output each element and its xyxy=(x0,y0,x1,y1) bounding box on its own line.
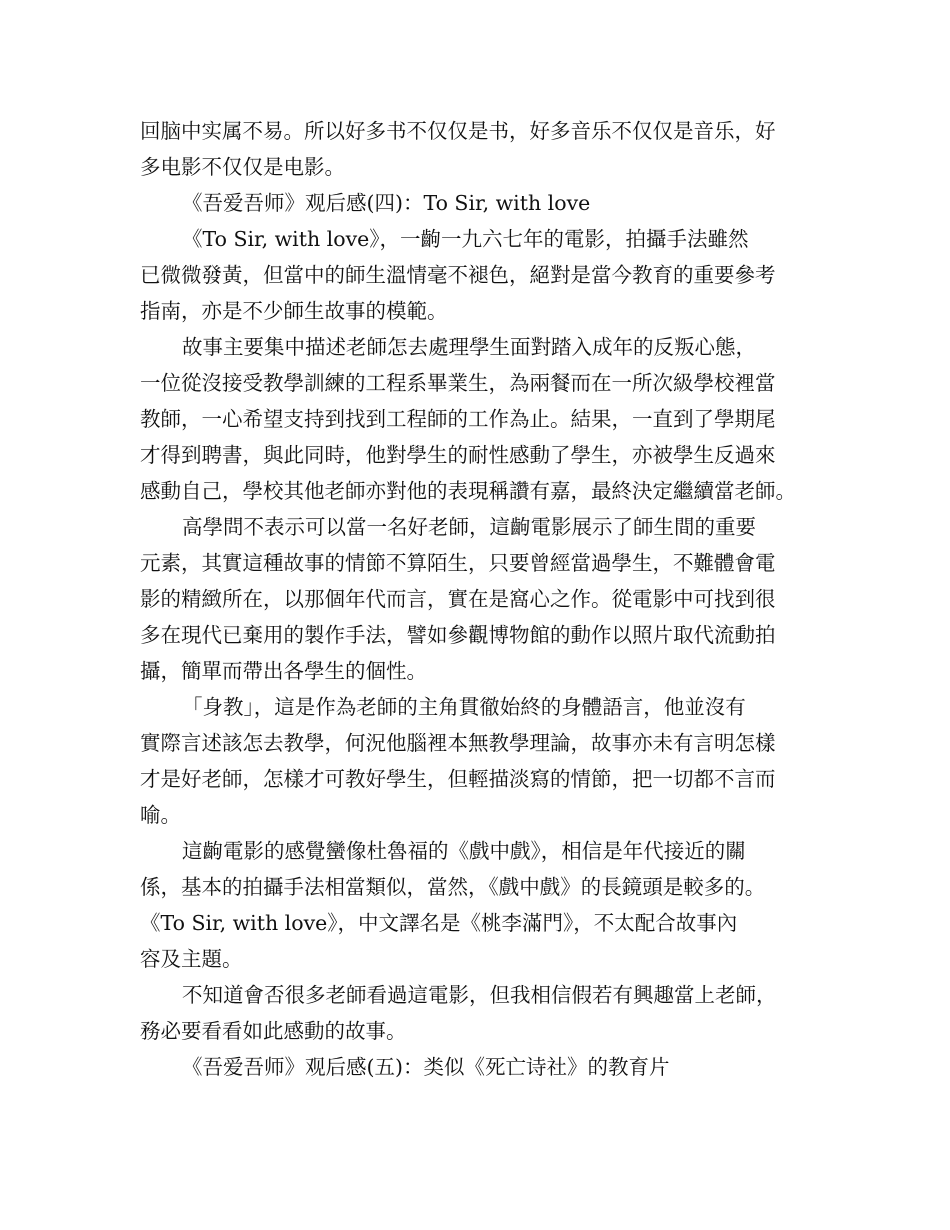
text-line: 影的精緻所在，以那個年代而言，實在是窩心之作。從電影中可找到很 xyxy=(140,587,776,611)
text-line: 指南，亦是不少師生故事的模範。 xyxy=(140,299,448,323)
text-line: 《To Sir, with love》，中文譯名是《桃李滿門》，不太配合故事內 xyxy=(140,911,738,935)
text-line: 才得到聘書，與此同時，他對學生的耐性感動了學生，亦被學生反過來 xyxy=(140,443,776,467)
text-line: 才是好老師，怎樣才可教好學生，但輕描淡寫的情節，把一切都不言而 xyxy=(140,767,776,791)
text-line: 這齣電影的感覺蠻像杜魯福的《戲中戲》，相信是年代接近的關 xyxy=(182,839,746,863)
text-line: 務必要看看如此感動的故事。 xyxy=(140,1019,407,1043)
text-line: 喻。 xyxy=(140,803,181,827)
section-heading: 《吾爱吾师》观后感(五)：类似《死亡诗社》的教育片 xyxy=(182,1055,670,1079)
text-line: 元素，其實這種故事的情節不算陌生，只要曾經當過學生，不難體會電 xyxy=(140,551,776,575)
text-line: 《To Sir, with love》，一齣一九六七年的電影，拍攝手法雖然 xyxy=(182,227,749,251)
text-line: 感動自己，學校其他老師亦對他的表現稱讚有嘉，最終決定繼續當老師。 xyxy=(140,479,796,503)
text-line: 高學問不表示可以當一名好老師，這齣電影展示了師生間的重要 xyxy=(182,515,756,539)
text-line: 多在現代已棄用的製作手法，譬如參觀博物館的動作以照片取代流動拍 xyxy=(140,623,776,647)
text-line: 係，基本的拍攝手法相當類似，當然，《戲中戲》的長鏡頭是較多的。 xyxy=(140,875,766,899)
text-line: 已微微發黃，但當中的師生溫情毫不褪色，絕對是當今教育的重要參考 xyxy=(140,263,776,287)
section-heading: 《吾爱吾师》观后感(四)：To Sir, with love xyxy=(182,191,591,215)
text-line: 實際言述該怎去教學，何況他腦裡本無教學理論，故事亦未有言明怎樣 xyxy=(140,731,776,755)
text-line: 「身教」，這是作為老師的主角貫徹始終的身體語言，他並沒有 xyxy=(182,695,746,719)
text-line: 一位從沒接受教學訓練的工程系畢業生，為兩餐而在一所次級學校裡當 xyxy=(140,371,776,395)
text-line: 教師，一心希望支持到找到工程師的工作為止。結果，一直到了學期尾 xyxy=(140,407,776,431)
text-line: 容及主題。 xyxy=(140,947,243,971)
text-line: 回脑中实属不易。所以好多书不仅仅是书，好多音乐不仅仅是音乐，好 xyxy=(140,119,776,143)
text-line: 多电影不仅仅是电影。 xyxy=(140,155,345,179)
text-line: 不知道會否很多老師看過這電影，但我相信假若有興趣當上老師， xyxy=(182,983,777,1007)
document-body xyxy=(140,113,830,1085)
text-line: 攝，簡單而帶出各學生的個性。 xyxy=(140,659,427,683)
text-line: 故事主要集中描述老師怎去處理學生面對踏入成年的反叛心態， xyxy=(182,335,756,359)
